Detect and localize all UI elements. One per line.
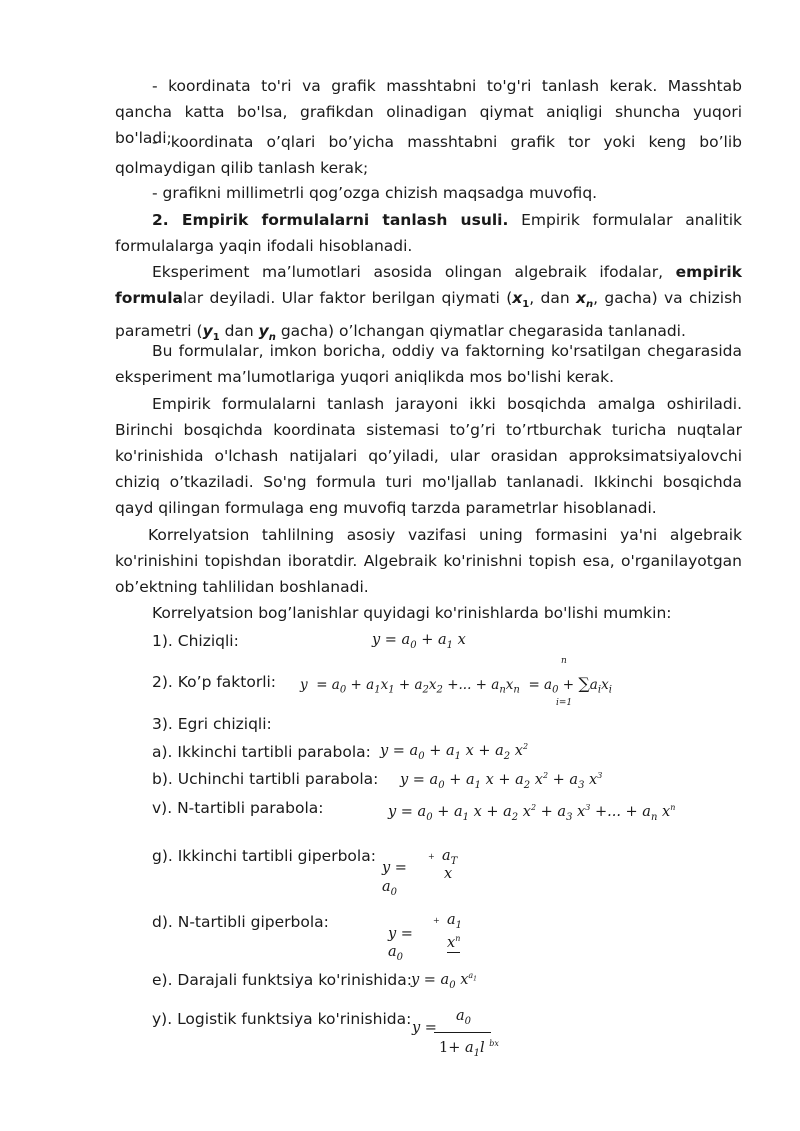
sum-lower-limit: i=1	[556, 698, 573, 708]
logistic-fraction-bar	[434, 1032, 491, 1033]
formula-third-order-parabola: $y = a_0 + a_1$ $x + a_2$ $x^2 + a_3$ $x^3$	[400, 771, 603, 791]
term-empirical-formula: empirik formula	[115, 263, 742, 307]
paragraph-empirical-method: 2. Empirik formulalarni tanlash usuli. Empirik formulalar analitik formulalarga yaqin ifodali hisoblanadi.	[115, 211, 742, 255]
paragraph-correlation-forms: Korrelyatsion bog’lanishlar quyidagi ko'rinishlarda bo'lishi mumkin:	[152, 604, 672, 622]
paragraph-millimeter-paper: - grafikni millimetrli qog’ozga chizish maqsadga muvofiq.	[152, 184, 598, 202]
formula-linear: $y = a_0 + a_1$ x	[372, 632, 466, 651]
formula-power-function: $y = a_0$ $x^{a_1}$	[411, 971, 477, 991]
formula-multifactor: $y = a_0 + a_1x_1 + a_2x_2$ +... + $a_nx_n = a_0 + \sum a_ix_i$	[300, 674, 612, 696]
item-second-order-parabola: a). Ikkinchi tartibli parabola:	[152, 743, 371, 761]
hyperbolan-denominator: $x^n$	[447, 934, 461, 951]
paragraph-axis-scale: - koordinata o’qlari bo’yicha masshtabni grafik tor yoki keng bo’lib qolmaydigan qilib tanlash kerak;	[115, 133, 742, 177]
paragraph-selection-process: Empirik formulalarni tanlash jarayoni ikki bosqichda amalga oshiriladi. Birinchi bosqichda koordinata sistemasi to’g’ri to’rtburchak turicha nuqtalar ko'rinishida o'lchash natijalari qo’yiladi, ular orasidan approksimatsiyalovchi chiziq o’tkaziladi. So'ng formula turi mo'ljallab tanlanadi. Ikkinchi bosqichda qayd qilingan formulaga eng muvofiq tarzda parametrlar hisoblanadi.	[115, 395, 742, 517]
hyperbola2-y: y =	[382, 860, 407, 876]
item-second-order-hyperbola: g). Ikkinchi tartibli giperbola:	[152, 847, 376, 865]
item-logistic-function: y). Logistik funktsiya ko'rinishida:	[152, 1010, 412, 1028]
paragraph-empirical-definition: Eksperiment ma’lumotlari asosida olingan algebraik ifodalar, empirik formulalar deyiladi. Ular faktor berilgan qiymati ($x_1$, dan $x_n$, gacha) va chizish parametri ($y_1$ dan $y_n$ gacha) o’lchangan qiymatlar chegarasida tanlanadi.	[115, 263, 742, 344]
item-nth-order-hyperbola: d). N-tartibli giperbola:	[152, 913, 329, 931]
hyperbola2-a0: $a_0$	[382, 879, 398, 898]
hyperbola2-denominator: x	[444, 866, 453, 882]
sum-upper-limit: n	[561, 656, 567, 666]
item-nth-order-parabola: v). N-tartibli parabola:	[152, 799, 324, 817]
hyperbolan-plus: +	[433, 916, 440, 925]
hyperbolan-a0: $a_0$	[388, 944, 404, 963]
hyperbola2-plus: +	[428, 852, 435, 861]
hyperbolan-numerator: $a_1$	[447, 912, 463, 931]
formula-nth-order-parabola: $y = a_0 + a_1$ $x + a_2$ $x^2 + a_3$ $x^3$ +... + $a_n$ $x^n$	[388, 803, 676, 823]
item-linear: 1). Chiziqli:	[152, 632, 239, 650]
paragraph-scale-choice: - koordinata to'ri va grafik masshtabni to'g'ri tanlash kerak. Masshtab qancha katta bo'lsa, grafikdan olinadigan qiymat aniqligi shuncha yuqori bo'ladi;	[115, 77, 742, 147]
hyperbolan-y: y =	[388, 926, 413, 942]
logistic-y: y =	[412, 1020, 437, 1036]
hyperbola2-numerator: $a_T$	[442, 848, 458, 867]
formula-second-order-parabola: $y = a_0 + a_1$ $x + a_2$ $x^2$	[380, 742, 529, 762]
item-multifactor: 2). Ko’p faktorli:	[152, 673, 277, 691]
paragraph-correlation-analysis: Korrelyatsion tahlilning asosiy vazifasi uning formasini ya'ni algebraik ko'rinishini topishdan iboratdir. Algebraik ko'rinishni topish esa, o'rganilayotgan ob’ektning tahlilidan boshlanadi.	[115, 526, 742, 596]
section-heading: 2. Empirik formulalarni tanlash usuli.	[152, 211, 509, 229]
item-third-order-parabola: b). Uchinchi tartibli parabola:	[152, 770, 379, 788]
logistic-numerator: $a_0$	[456, 1008, 472, 1027]
item-power-function: e). Darajali funktsiya ko'rinishida:	[152, 971, 412, 989]
paragraph-formula-accuracy: Bu formulalar, imkon boricha, oddiy va faktorning ko'rsatilgan chegarasida eksperiment ma’lumotlariga yuqori aniqlikda mos bo'lishi kerak.	[115, 342, 742, 386]
logistic-denominator: $1+ a_1l$ $^{bx}$	[439, 1039, 499, 1059]
item-curvilinear: 3). Egri chiziqli:	[152, 715, 272, 733]
